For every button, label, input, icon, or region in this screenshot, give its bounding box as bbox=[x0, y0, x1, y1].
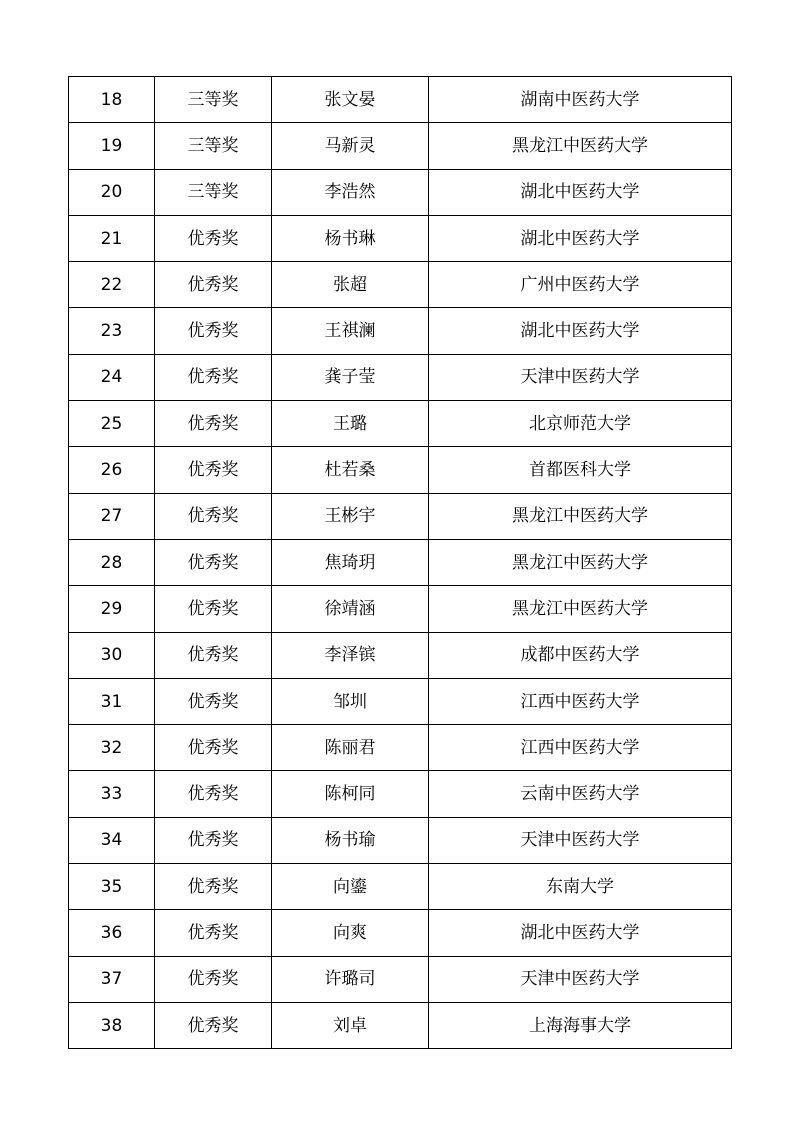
row-number: 38 bbox=[69, 1002, 155, 1048]
row-number: 32 bbox=[69, 725, 155, 771]
winner-name: 李泽镔 bbox=[272, 632, 429, 678]
school-name: 湖北中医药大学 bbox=[429, 910, 732, 956]
winner-name: 王璐 bbox=[272, 401, 429, 447]
school-name: 黑龙江中医药大学 bbox=[429, 586, 732, 632]
school-name: 云南中医药大学 bbox=[429, 771, 732, 817]
award-level: 优秀奖 bbox=[155, 956, 272, 1002]
winner-name: 杜若桑 bbox=[272, 447, 429, 493]
winner-name: 龚子莹 bbox=[272, 354, 429, 400]
school-name: 首都医科大学 bbox=[429, 447, 732, 493]
table-row bbox=[69, 910, 732, 956]
winner-name: 刘卓 bbox=[272, 1002, 429, 1048]
award-level: 优秀奖 bbox=[155, 725, 272, 771]
winner-name: 邹圳 bbox=[272, 678, 429, 724]
winner-name: 焦琦玥 bbox=[272, 539, 429, 585]
award-level: 优秀奖 bbox=[155, 493, 272, 539]
winner-name: 陈柯同 bbox=[272, 771, 429, 817]
award-level: 优秀奖 bbox=[155, 910, 272, 956]
table-row bbox=[69, 77, 732, 123]
school-name: 黑龙江中医药大学 bbox=[429, 123, 732, 169]
award-level: 三等奖 bbox=[155, 123, 272, 169]
award-level: 三等奖 bbox=[155, 77, 272, 123]
table-row bbox=[69, 215, 732, 261]
table-row bbox=[69, 493, 732, 539]
table-row bbox=[69, 447, 732, 493]
row-number: 20 bbox=[69, 169, 155, 215]
table-row bbox=[69, 725, 732, 771]
winner-name: 向爽 bbox=[272, 910, 429, 956]
winner-name: 张超 bbox=[272, 262, 429, 308]
winner-name: 许璐司 bbox=[272, 956, 429, 1002]
school-name: 成都中医药大学 bbox=[429, 632, 732, 678]
winner-name: 张文晏 bbox=[272, 77, 429, 123]
winner-name: 李浩然 bbox=[272, 169, 429, 215]
award-level: 优秀奖 bbox=[155, 308, 272, 354]
table-row bbox=[69, 539, 732, 585]
award-level: 优秀奖 bbox=[155, 215, 272, 261]
table-row bbox=[69, 354, 732, 400]
award-level: 优秀奖 bbox=[155, 354, 272, 400]
row-number: 29 bbox=[69, 586, 155, 632]
row-number: 37 bbox=[69, 956, 155, 1002]
row-number: 33 bbox=[69, 771, 155, 817]
school-name: 上海海事大学 bbox=[429, 1002, 732, 1048]
winner-name: 马新灵 bbox=[272, 123, 429, 169]
row-number: 28 bbox=[69, 539, 155, 585]
school-name: 天津中医药大学 bbox=[429, 956, 732, 1002]
award-table-body bbox=[69, 77, 732, 1049]
table-row bbox=[69, 586, 732, 632]
school-name: 天津中医药大学 bbox=[429, 354, 732, 400]
school-name: 江西中医药大学 bbox=[429, 725, 732, 771]
row-number: 21 bbox=[69, 215, 155, 261]
row-number: 36 bbox=[69, 910, 155, 956]
award-table bbox=[68, 76, 732, 1049]
winner-name: 向鎏 bbox=[272, 864, 429, 910]
table-row bbox=[69, 401, 732, 447]
school-name: 东南大学 bbox=[429, 864, 732, 910]
school-name: 湖北中医药大学 bbox=[429, 308, 732, 354]
award-level: 优秀奖 bbox=[155, 586, 272, 632]
school-name: 广州中医药大学 bbox=[429, 262, 732, 308]
row-number: 18 bbox=[69, 77, 155, 123]
school-name: 湖北中医药大学 bbox=[429, 215, 732, 261]
school-name: 黑龙江中医药大学 bbox=[429, 539, 732, 585]
winner-name: 徐靖涵 bbox=[272, 586, 429, 632]
row-number: 31 bbox=[69, 678, 155, 724]
table-row bbox=[69, 956, 732, 1002]
school-name: 黑龙江中医药大学 bbox=[429, 493, 732, 539]
award-level: 优秀奖 bbox=[155, 539, 272, 585]
table-row bbox=[69, 771, 732, 817]
row-number: 24 bbox=[69, 354, 155, 400]
award-level: 优秀奖 bbox=[155, 817, 272, 863]
award-level: 优秀奖 bbox=[155, 864, 272, 910]
row-number: 23 bbox=[69, 308, 155, 354]
award-level: 优秀奖 bbox=[155, 262, 272, 308]
school-name: 北京师范大学 bbox=[429, 401, 732, 447]
row-number: 22 bbox=[69, 262, 155, 308]
school-name: 天津中医药大学 bbox=[429, 817, 732, 863]
school-name: 江西中医药大学 bbox=[429, 678, 732, 724]
school-name: 湖南中医药大学 bbox=[429, 77, 732, 123]
school-name: 湖北中医药大学 bbox=[429, 169, 732, 215]
award-level: 优秀奖 bbox=[155, 678, 272, 724]
row-number: 26 bbox=[69, 447, 155, 493]
award-level: 优秀奖 bbox=[155, 1002, 272, 1048]
award-level: 三等奖 bbox=[155, 169, 272, 215]
winner-name: 王祺澜 bbox=[272, 308, 429, 354]
award-level: 优秀奖 bbox=[155, 401, 272, 447]
table-row bbox=[69, 123, 732, 169]
row-number: 35 bbox=[69, 864, 155, 910]
table-row bbox=[69, 864, 732, 910]
table-row bbox=[69, 678, 732, 724]
winner-name: 陈丽君 bbox=[272, 725, 429, 771]
winner-name: 杨书琳 bbox=[272, 215, 429, 261]
award-level: 优秀奖 bbox=[155, 771, 272, 817]
row-number: 25 bbox=[69, 401, 155, 447]
table-row bbox=[69, 1002, 732, 1048]
table-row bbox=[69, 169, 732, 215]
table-row bbox=[69, 632, 732, 678]
table-row bbox=[69, 817, 732, 863]
table-row bbox=[69, 308, 732, 354]
row-number: 19 bbox=[69, 123, 155, 169]
table-row bbox=[69, 262, 732, 308]
row-number: 30 bbox=[69, 632, 155, 678]
winner-name: 王彬宇 bbox=[272, 493, 429, 539]
row-number: 34 bbox=[69, 817, 155, 863]
award-level: 优秀奖 bbox=[155, 447, 272, 493]
row-number: 27 bbox=[69, 493, 155, 539]
winner-name: 杨书瑜 bbox=[272, 817, 429, 863]
award-level: 优秀奖 bbox=[155, 632, 272, 678]
